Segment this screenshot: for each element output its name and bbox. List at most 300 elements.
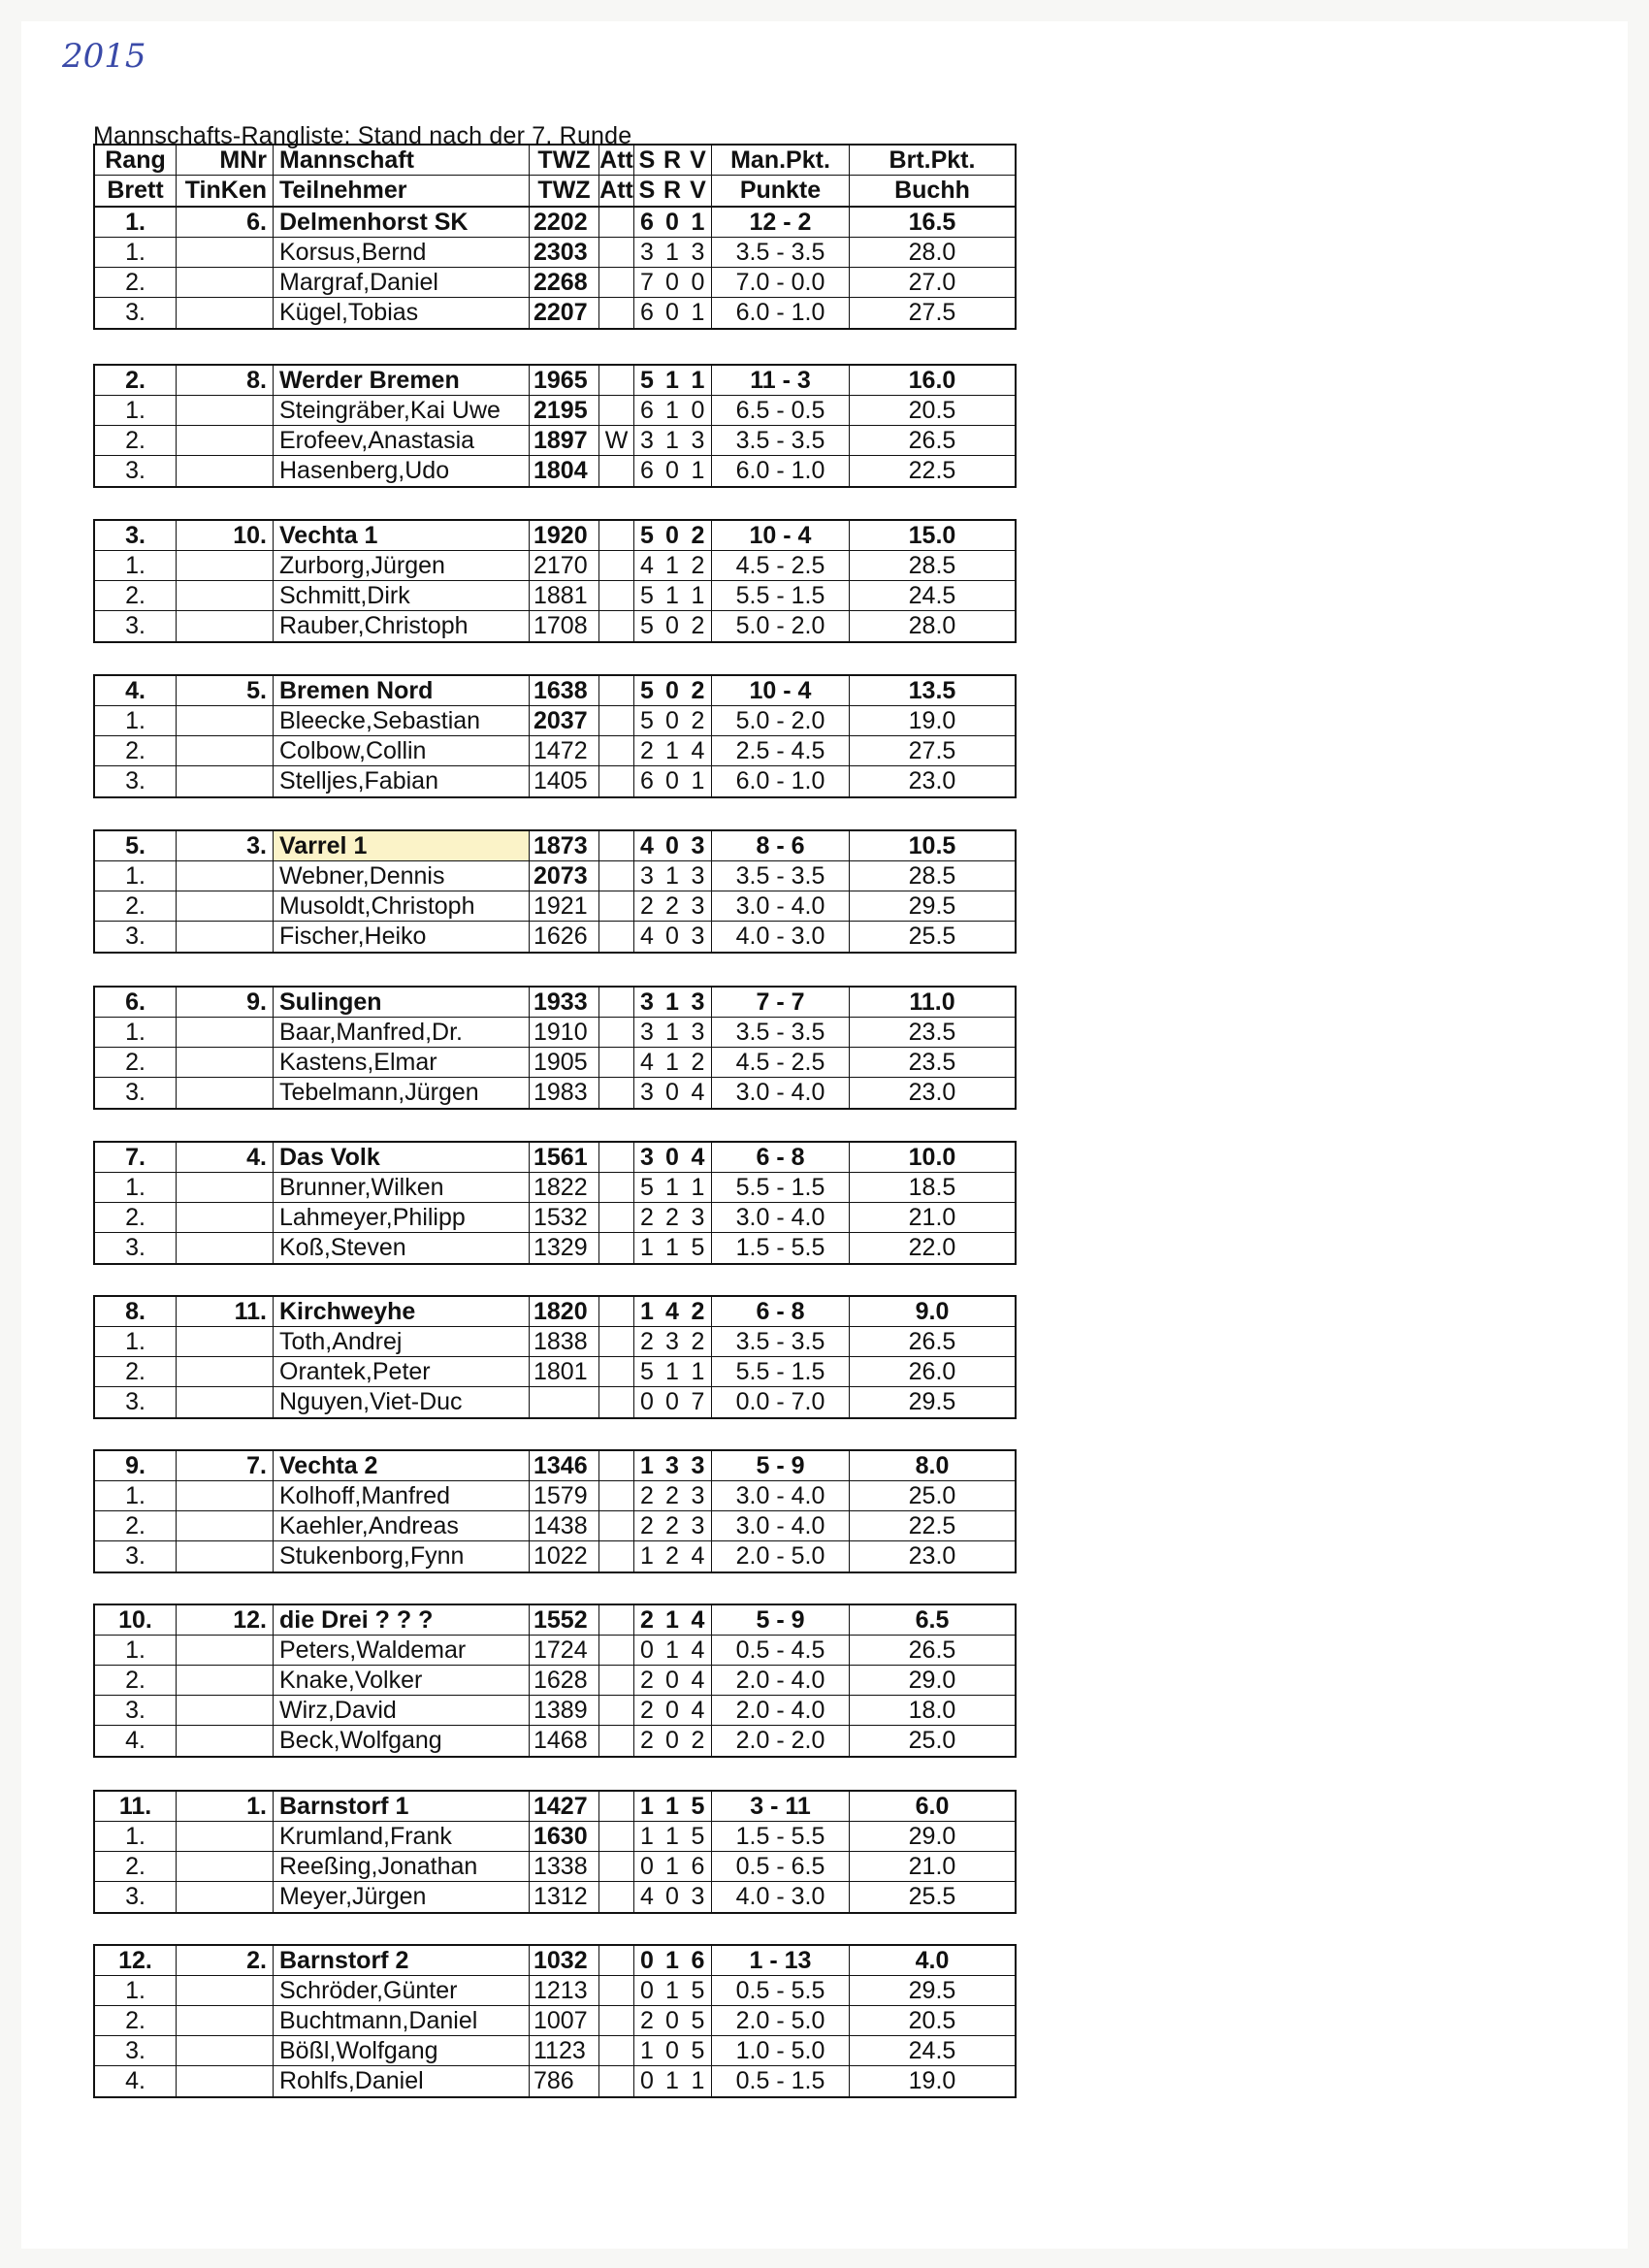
points-cell: 0.5 - 6.5 <box>712 1852 850 1881</box>
player-row <box>95 1387 1015 1417</box>
rank-cell: 9. <box>95 1451 177 1480</box>
player-row <box>95 1726 1015 1756</box>
points-cell: 5 - 9 <box>712 1451 850 1480</box>
v-cell: 2 <box>685 521 712 550</box>
att-cell <box>599 268 634 297</box>
points-cell: 4.0 - 3.0 <box>712 1882 850 1912</box>
twz-cell: 1628 <box>530 1666 599 1695</box>
r-cell: 1 <box>665 737 679 764</box>
twz-cell: 786 <box>530 2066 599 2096</box>
v-cell: 0 <box>685 268 712 297</box>
points-cell: 0.5 - 4.5 <box>712 1636 850 1665</box>
v-cell: 2 <box>685 676 712 705</box>
rank-cell: 2. <box>95 736 177 765</box>
buchholz-cell: 28.5 <box>908 552 956 579</box>
s-cell: 0 <box>640 1947 654 1974</box>
s-cell: 2 <box>640 1667 654 1694</box>
rank-cell: 8. <box>95 1297 177 1326</box>
name-cell: Stukenborg,Fynn <box>274 1541 530 1571</box>
mnr-cell <box>177 551 274 580</box>
r-cell: 1 <box>665 1049 679 1076</box>
att-cell <box>599 208 634 237</box>
mnr-cell: 7. <box>177 1451 274 1480</box>
team-row <box>95 1451 1015 1481</box>
twz-cell: 2037 <box>530 706 599 735</box>
att-cell <box>599 238 634 267</box>
name-cell: Mannschaft <box>274 146 530 175</box>
name-cell: Colbow,Collin <box>274 736 530 765</box>
mnr-cell <box>177 611 274 641</box>
twz-cell: 1032 <box>530 1946 599 1975</box>
r-cell: R <box>663 177 682 204</box>
r-cell: 0 <box>665 677 679 704</box>
att-cell <box>599 1541 634 1571</box>
s-cell: 2 <box>640 1606 654 1634</box>
r-cell: 1 <box>665 367 679 394</box>
name-cell: Das Volk <box>274 1143 530 1172</box>
twz-cell: 1389 <box>530 1696 599 1725</box>
r-cell: 0 <box>665 209 679 236</box>
s-cell: 2 <box>640 737 654 764</box>
points-cell: 5.0 - 2.0 <box>712 611 850 641</box>
rank-cell: 3. <box>95 1387 177 1417</box>
name-cell: Webner,Dennis <box>274 861 530 891</box>
name-cell: Schmitt,Dirk <box>274 581 530 610</box>
mnr-cell <box>177 1048 274 1077</box>
r-cell: 2 <box>665 1482 679 1509</box>
team-row <box>95 1605 1015 1636</box>
points-cell: 3.5 - 3.5 <box>712 426 850 455</box>
att-cell <box>599 1726 634 1756</box>
points-cell: 3.0 - 4.0 <box>712 1481 850 1510</box>
player-row <box>95 922 1015 952</box>
buchholz-cell: 28.5 <box>908 862 956 890</box>
r-cell: 1 <box>665 1853 679 1880</box>
s-cell: 4 <box>640 832 654 859</box>
r-cell: 1 <box>665 1636 679 1664</box>
att-cell <box>599 1143 634 1172</box>
s-cell: 1 <box>640 1542 654 1570</box>
rank-cell: 3. <box>95 1696 177 1725</box>
twz-cell: 1801 <box>530 1357 599 1386</box>
v-cell: 5 <box>685 2036 712 2065</box>
v-cell: 3 <box>685 1451 712 1480</box>
twz-cell: 2170 <box>530 551 599 580</box>
rank-cell: 3. <box>95 298 177 328</box>
mnr-cell <box>177 861 274 891</box>
r-cell: 1 <box>665 1823 679 1850</box>
att-cell <box>599 298 634 328</box>
points-cell: 3.0 - 4.0 <box>712 891 850 921</box>
mnr-cell: 2. <box>177 1946 274 1975</box>
r-cell: 0 <box>665 1079 679 1106</box>
team-row <box>95 676 1015 706</box>
r-cell: 0 <box>665 2037 679 2064</box>
team-block <box>93 1449 1017 1573</box>
v-cell: 4 <box>685 1143 712 1172</box>
r-cell: 1 <box>665 1019 679 1046</box>
name-cell: Barnstorf 2 <box>274 1946 530 1975</box>
r-cell: 0 <box>665 299 679 326</box>
mnr-cell <box>177 1018 274 1047</box>
r-cell: 0 <box>665 923 679 950</box>
buchholz-cell: 27.0 <box>908 269 956 296</box>
rank-cell: 2. <box>95 2006 177 2035</box>
twz-cell: 1881 <box>530 581 599 610</box>
att-cell <box>599 2036 634 2065</box>
s-cell: 0 <box>640 1388 654 1415</box>
rank-cell: 6. <box>95 988 177 1017</box>
rank-cell: 1. <box>95 1327 177 1356</box>
points-cell: 2.0 - 2.0 <box>712 1726 850 1756</box>
points-cell: 5.5 - 1.5 <box>712 581 850 610</box>
rank-cell: 2. <box>95 1203 177 1232</box>
twz-cell: 1438 <box>530 1511 599 1540</box>
buchholz-cell: 27.5 <box>908 299 956 326</box>
buchholz-cell: 23.5 <box>908 1049 956 1076</box>
mnr-cell <box>177 268 274 297</box>
team-row <box>95 988 1015 1018</box>
rank-cell: 3. <box>95 1233 177 1263</box>
name-cell: Reeßing,Jonathan <box>274 1852 530 1881</box>
mnr-cell <box>177 1511 274 1540</box>
twz-cell: 1007 <box>530 2006 599 2035</box>
name-cell: Lahmeyer,Philipp <box>274 1203 530 1232</box>
name-cell: Koß,Steven <box>274 1233 530 1263</box>
att-cell <box>599 396 634 425</box>
s-cell: 5 <box>640 522 654 549</box>
r-cell: R <box>663 146 682 174</box>
r-cell: 3 <box>665 1328 679 1355</box>
rank-cell: 2. <box>95 1852 177 1881</box>
name-cell: Baar,Manfred,Dr. <box>274 1018 530 1047</box>
twz-cell: 1427 <box>530 1792 599 1821</box>
mnr-cell <box>177 1666 274 1695</box>
twz-cell: 1532 <box>530 1203 599 1232</box>
rank-cell: 2. <box>95 366 177 395</box>
twz-cell: 1983 <box>530 1078 599 1108</box>
player-row <box>95 456 1015 486</box>
name-cell: Musoldt,Christoph <box>274 891 530 921</box>
points-cell: 3.5 - 3.5 <box>712 861 850 891</box>
mnr-cell: 9. <box>177 988 274 1017</box>
mnr-cell <box>177 891 274 921</box>
team-block <box>93 1604 1017 1758</box>
s-cell: 6 <box>640 299 654 326</box>
s-cell: 2 <box>640 1727 654 1754</box>
twz-cell: 1965 <box>530 366 599 395</box>
att-cell <box>599 766 634 796</box>
name-cell: Zurborg,Jürgen <box>274 551 530 580</box>
rank-cell: 4. <box>95 676 177 705</box>
twz-cell: 2073 <box>530 861 599 891</box>
rank-cell: 2. <box>95 268 177 297</box>
twz-cell: 1626 <box>530 922 599 952</box>
r-cell: 1 <box>665 988 679 1016</box>
s-cell: 0 <box>640 1853 654 1880</box>
buchholz-cell: 6.5 <box>915 1606 950 1634</box>
s-cell: 3 <box>640 1079 654 1106</box>
points-cell: 8 - 6 <box>712 831 850 860</box>
att-cell <box>599 1233 634 1263</box>
player-row <box>95 426 1015 456</box>
points-cell: 2.0 - 5.0 <box>712 2006 850 2035</box>
v-cell: 4 <box>685 1605 712 1635</box>
r-cell: 1 <box>665 239 679 266</box>
points-cell: 12 - 2 <box>712 208 850 237</box>
buchholz-cell: 19.0 <box>908 707 956 734</box>
v-cell: 2 <box>685 1327 712 1356</box>
r-cell: 0 <box>665 269 679 296</box>
name-cell: Sulingen <box>274 988 530 1017</box>
player-row <box>95 2006 1015 2036</box>
r-cell: 1 <box>665 862 679 890</box>
name-cell: Beck,Wolfgang <box>274 1726 530 1756</box>
s-cell: 3 <box>640 1144 654 1171</box>
name-cell: Toth,Andrej <box>274 1327 530 1356</box>
rank-cell: 3. <box>95 1882 177 1912</box>
buchholz-cell: 23.0 <box>908 767 956 794</box>
s-cell: 1 <box>640 1234 654 1261</box>
v-cell: 3 <box>685 1882 712 1912</box>
twz-cell: 1897 <box>530 426 599 455</box>
att-cell <box>599 736 634 765</box>
name-cell: Teilnehmer <box>274 176 530 206</box>
buchholz-cell: 22.5 <box>908 1512 956 1539</box>
v-cell: 3 <box>685 861 712 891</box>
s-cell: 3 <box>640 239 654 266</box>
twz-cell: 1329 <box>530 1233 599 1263</box>
team-block <box>93 1295 1017 1419</box>
player-row <box>95 736 1015 766</box>
att-cell <box>599 831 634 860</box>
name-cell: Tebelmann,Jürgen <box>274 1078 530 1108</box>
buchholz-cell: 29.5 <box>908 1388 956 1415</box>
r-cell: 0 <box>665 1667 679 1694</box>
rank-cell: 10. <box>95 1605 177 1635</box>
points-cell: 3.5 - 3.5 <box>712 1018 850 1047</box>
name-cell: Bremen Nord <box>274 676 530 705</box>
r-cell: 4 <box>665 1298 679 1325</box>
att-cell <box>599 551 634 580</box>
rank-cell: 2. <box>95 1357 177 1386</box>
att-cell <box>599 456 634 486</box>
buchholz-cell: 13.5 <box>908 677 956 704</box>
player-row <box>95 298 1015 328</box>
r-cell: 2 <box>665 1542 679 1570</box>
mnr-cell <box>177 736 274 765</box>
twz-cell: TWZ <box>530 146 599 175</box>
rank-cell: 5. <box>95 831 177 860</box>
header-row <box>95 146 1015 176</box>
v-cell: 2 <box>685 551 712 580</box>
twz-cell: 1910 <box>530 1018 599 1047</box>
buchholz-cell: 29.5 <box>908 1977 956 2004</box>
buchholz-cell: 28.0 <box>908 612 956 639</box>
twz-cell: 2202 <box>530 208 599 237</box>
name-cell: Werder Bremen <box>274 366 530 395</box>
points-cell: 4.5 - 2.5 <box>712 551 850 580</box>
team-block <box>93 674 1017 798</box>
buchholz-cell: 18.0 <box>908 1697 956 1724</box>
r-cell: 2 <box>665 1512 679 1539</box>
team-row <box>95 1297 1015 1327</box>
twz-cell: 1552 <box>530 1605 599 1635</box>
r-cell: 0 <box>665 707 679 734</box>
name-cell: Vechta 2 <box>274 1451 530 1480</box>
s-cell: 2 <box>640 2007 654 2034</box>
att-cell <box>599 676 634 705</box>
v-cell: 3 <box>685 1481 712 1510</box>
att-cell <box>599 366 634 395</box>
v-cell: 6 <box>685 1946 712 1975</box>
twz-cell: 1472 <box>530 736 599 765</box>
v-cell: 4 <box>685 1696 712 1725</box>
s-cell: 3 <box>640 988 654 1016</box>
twz-cell: 1579 <box>530 1481 599 1510</box>
twz-cell: 1708 <box>530 611 599 641</box>
player-row <box>95 2066 1015 2096</box>
mnr-cell <box>177 2066 274 2096</box>
twz-cell: 1213 <box>530 1976 599 2005</box>
r-cell: 0 <box>665 1144 679 1171</box>
v-cell: 1 <box>685 766 712 796</box>
player-row <box>95 1327 1015 1357</box>
v-cell: 6 <box>685 1852 712 1881</box>
player-row <box>95 1822 1015 1852</box>
mnr-cell <box>177 1696 274 1725</box>
table-header <box>93 144 1017 208</box>
att-cell <box>599 1852 634 1881</box>
rank-cell: 3. <box>95 1078 177 1108</box>
v-cell: 3 <box>685 238 712 267</box>
team-block <box>93 364 1017 488</box>
v-cell: 5 <box>685 1822 712 1851</box>
team-block <box>93 1944 1017 2098</box>
r-cell: 1 <box>665 2067 679 2094</box>
twz-cell: 2268 <box>530 268 599 297</box>
s-cell: 2 <box>640 1512 654 1539</box>
document-title: Mannschafts-Rangliste: Stand nach der 7. Runde <box>93 122 632 149</box>
player-row <box>95 268 1015 298</box>
player-row <box>95 891 1015 922</box>
r-cell: 0 <box>665 522 679 549</box>
mnr-cell: TinKen <box>177 176 274 206</box>
v-cell: 0 <box>685 396 712 425</box>
mnr-cell: 8. <box>177 366 274 395</box>
team-block <box>93 519 1017 643</box>
v-cell: 5 <box>685 1233 712 1263</box>
team-block <box>93 829 1017 954</box>
rank-cell: 4. <box>95 1726 177 1756</box>
v-cell: V <box>685 176 712 206</box>
rank-cell: 12. <box>95 1946 177 1975</box>
rank-cell: Brett <box>95 176 177 206</box>
rank-cell: 1. <box>95 551 177 580</box>
team-row <box>95 521 1015 551</box>
buchholz-cell: 29.0 <box>908 1823 956 1850</box>
v-cell: 1 <box>685 1173 712 1202</box>
s-cell: 2 <box>640 892 654 920</box>
name-cell: Knake,Volker <box>274 1666 530 1695</box>
mnr-cell: 11. <box>177 1297 274 1326</box>
points-cell: 2.0 - 4.0 <box>712 1666 850 1695</box>
att-cell <box>599 706 634 735</box>
header-row <box>95 176 1015 206</box>
att-cell <box>599 1481 634 1510</box>
att-cell <box>599 861 634 891</box>
name-cell: Vechta 1 <box>274 521 530 550</box>
mnr-cell: 1. <box>177 1792 274 1821</box>
rank-cell: 1. <box>95 1173 177 1202</box>
v-cell: 3 <box>685 426 712 455</box>
player-row <box>95 238 1015 268</box>
v-cell: 2 <box>685 611 712 641</box>
s-cell: 1 <box>640 1793 654 1820</box>
att-cell <box>599 922 634 952</box>
rank-cell: 1. <box>95 238 177 267</box>
player-row <box>95 1018 1015 1048</box>
s-cell: 7 <box>640 269 654 296</box>
buchholz-cell: 9.0 <box>915 1298 950 1325</box>
mnr-cell: 12. <box>177 1605 274 1635</box>
mnr-cell <box>177 1726 274 1756</box>
buchholz-cell: 26.0 <box>908 1358 956 1385</box>
name-cell: Varrel 1 <box>274 831 530 860</box>
buchholz-cell: Buchh <box>894 177 970 204</box>
s-cell: 4 <box>640 1049 654 1076</box>
v-cell: 3 <box>685 1018 712 1047</box>
r-cell: 1 <box>665 582 679 609</box>
twz-cell: 1022 <box>530 1541 599 1571</box>
rank-cell: 2. <box>95 1048 177 1077</box>
mnr-cell <box>177 1822 274 1851</box>
mnr-cell <box>177 922 274 952</box>
buchholz-cell: 25.0 <box>908 1482 956 1509</box>
r-cell: 0 <box>665 457 679 484</box>
s-cell: 3 <box>640 862 654 890</box>
buchholz-cell: 19.0 <box>908 2067 956 2094</box>
buchholz-cell: 8.0 <box>915 1452 950 1479</box>
rank-cell: 1. <box>95 706 177 735</box>
att-cell <box>599 1078 634 1108</box>
points-cell: 0.0 - 7.0 <box>712 1387 850 1417</box>
mnr-cell <box>177 706 274 735</box>
r-cell: 0 <box>665 1388 679 1415</box>
att-cell <box>599 2066 634 2096</box>
r-cell: 0 <box>665 767 679 794</box>
att-cell <box>599 611 634 641</box>
s-cell: 1 <box>640 1298 654 1325</box>
s-cell: S <box>638 146 656 174</box>
rank-cell: 2. <box>95 1511 177 1540</box>
twz-cell: 1920 <box>530 521 599 550</box>
s-cell: 1 <box>640 1823 654 1850</box>
twz-cell: 1822 <box>530 1173 599 1202</box>
buchholz-cell: 29.5 <box>908 892 956 920</box>
buchholz-cell: 22.5 <box>908 457 956 484</box>
twz-cell: 1338 <box>530 1852 599 1881</box>
mnr-cell: MNr <box>177 146 274 175</box>
s-cell: 2 <box>640 1482 654 1509</box>
s-cell: 5 <box>640 582 654 609</box>
s-cell: 4 <box>640 1883 654 1910</box>
att-cell: Att <box>599 146 633 174</box>
r-cell: 1 <box>665 397 679 424</box>
s-cell: 5 <box>640 677 654 704</box>
att-cell <box>599 988 634 1017</box>
s-cell: 2 <box>640 1328 654 1355</box>
